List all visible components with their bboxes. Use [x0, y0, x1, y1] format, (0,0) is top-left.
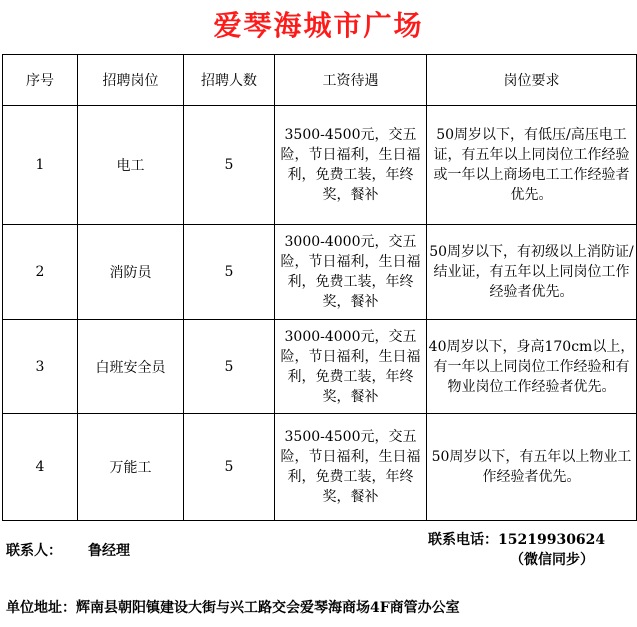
header-no: 序号: [3, 55, 78, 106]
row-count: 5: [184, 225, 275, 320]
table-row: [3, 320, 637, 414]
phone-number: 15219930624: [498, 532, 606, 548]
unit-address: [6, 597, 460, 617]
contact-label: 联系人：: [6, 543, 62, 559]
header-requirement: 岗位要求: [427, 55, 637, 106]
row-salary: 3500-4500元，交五险，节日福利，生日福利，免费工装，年终奖，餐补: [275, 414, 427, 521]
jobs-table: [2, 54, 637, 521]
row-requirement: 40周岁以下，身高170cm以上，有一年以上同岗位工作经验和有物业岗位工作经验者优先。: [427, 320, 637, 414]
row-count: 5: [184, 106, 275, 225]
page-title: 爱琴海城市广场: [213, 9, 424, 42]
wechat-note: （微信同步）: [510, 552, 594, 568]
table-row: [3, 106, 637, 225]
row-no: 3: [3, 320, 78, 414]
row-position: 消防员: [78, 225, 184, 320]
address-text: 辉南县朝阳镇建设大街与兴工路交会爱琴海商场4F商管办公室: [76, 600, 460, 616]
row-no: 1: [3, 106, 78, 225]
row-salary: 3500-4500元，交五险，节日福利，生日福利，免费工装，年终奖，餐补: [275, 106, 427, 225]
address-label: 单位地址：: [6, 600, 76, 616]
row-salary: 3000-4000元，交五险，节日福利，生日福利，免费工装，年终奖，餐补: [275, 320, 427, 414]
row-position: 万能工: [78, 414, 184, 521]
table-row: [3, 225, 637, 320]
table-header-row: [3, 55, 637, 106]
row-position: 电工: [78, 106, 184, 225]
header-salary: 工资待遇: [275, 55, 427, 106]
header-count: 招聘人数: [184, 55, 275, 106]
contact-name: 鲁经理: [88, 543, 130, 559]
row-no: 4: [3, 414, 78, 521]
row-requirement: 50周岁以下，有初级以上消防证/结业证，有五年以上同岗位工作经验者优先。: [427, 225, 637, 320]
table-row: [3, 414, 637, 521]
row-requirement: 50周岁以下，有低压/高压电工证，有五年以上同岗位工作经验或一年以上商场电工工作经验者优先。: [427, 106, 637, 225]
contact-phone: [428, 530, 606, 568]
row-no: 2: [3, 225, 78, 320]
row-count: 5: [184, 414, 275, 521]
phone-label: 联系电话：: [428, 532, 498, 548]
row-position: 白班安全员: [78, 320, 184, 414]
contact-person: [6, 540, 130, 560]
header-position: 招聘岗位: [78, 55, 184, 106]
row-salary: 3000-4000元，交五险，节日福利，生日福利，免费工装，年终奖，餐补: [275, 225, 427, 320]
row-count: 5: [184, 320, 275, 414]
row-requirement: 50周岁以下，有五年以上物业工作经验者优先。: [427, 414, 637, 521]
